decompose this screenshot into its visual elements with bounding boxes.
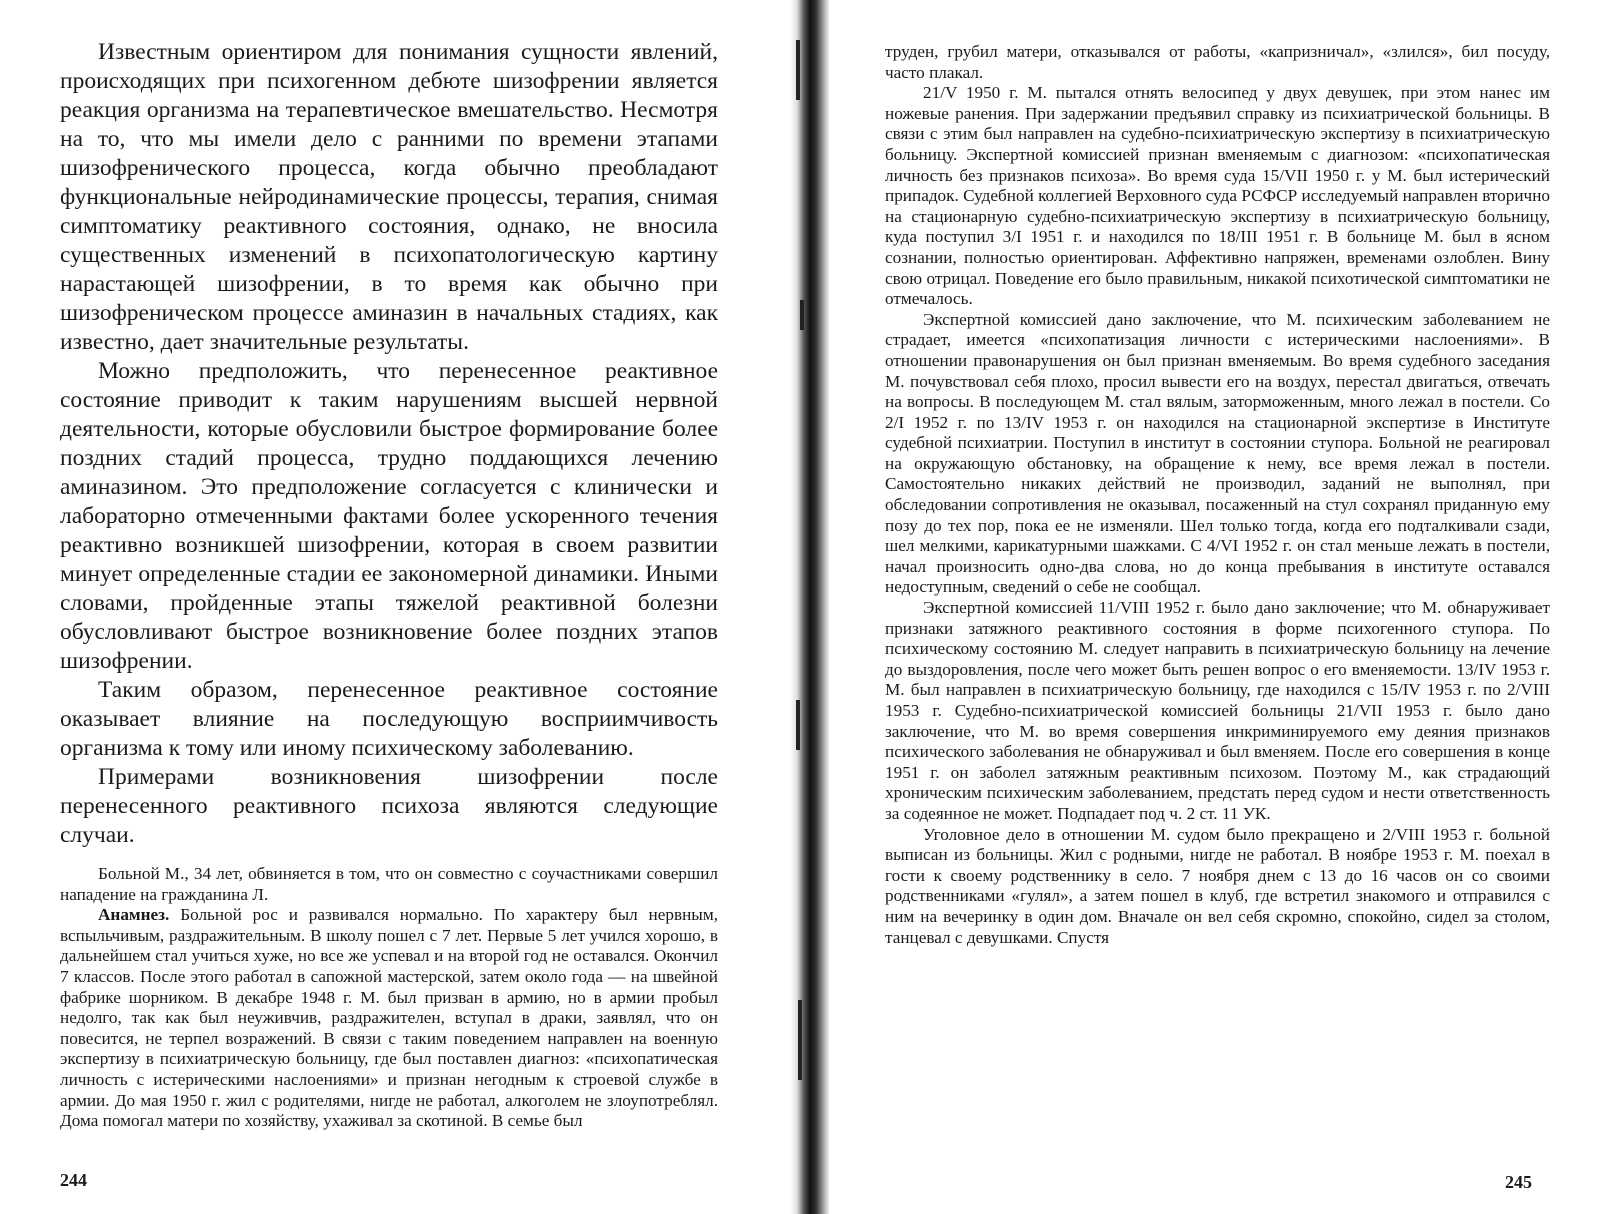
anamnesis-label: Анамнез. <box>98 905 170 925</box>
paragraph: Экспертной комиссией 11/VIII 1952 г. было дано заключение; что М. обнаруживает признаки затяжного реактивного состояния в форме психогенного ступора. По психическому состоянию М. следует направить в психиатрическую больницу на лечение до выздоровления, после чего может быть решен вопрос о его вменяемости. 13/IV 1953 г. М. был направлен в психиатрическую больницу, где находился с 15/IV 1953 г. по 2/VIII 1953 г. Судебно-психиатрической комиссией больницы 21/VII 1953 г. было дано заключение, что М. во время совершения инкриминируемого ему деяния признаков психического заболевания не обнаруживал и был вменяем. После его совершения в конце 1951 г. он заболел затяжным реактивным психозом. Поэтому М., как страдающий хроническим психическим заболеванием, предстать перед судом и нести ответственность за содеянное не может. Подпадает под ч. 2 ст. 11 УК. <box>885 598 1550 823</box>
paragraph: 21/V 1950 г. М. пытался отнять велосипед у двух девушек, при этом нанес им ножевые ранения. При задержании предъявил справку из психиатрической больницы. В связи с этим был направлен на судебно-психиатрическую экспертизу в психиатрическую больницу. Экспертной комиссией признан вменяемым с диагнозом: «психопатическая личность без признаков психоза». Во время суда 15/VII 1950 г. у М. был истерический припадок. Судебной коллегией Верховного суда РСФСР исследуемый направлен вторично на стационарную судебно-психиатрическую экспертизу в психиатрическую больницу, куда поступил 3/I 1951 г. и находился по 18/III 1951 г. В больнице М. был в ясном сознании, полностью ориентирован. Аффективно напряжен, временами озлоблен. Вину свою отрицал. Поведение его было правильным, никакой психотической симптоматики не отмечалось. <box>885 83 1550 309</box>
paragraph: труден, грубил матери, отказывался от работы, «капризничал», «злился», бил посуду, часто плакал. <box>885 42 1550 82</box>
anamnesis-paragraph <box>60 905 718 1132</box>
main-text-large <box>60 38 718 850</box>
right-text-column <box>885 42 1550 948</box>
paragraph: Таким образом, перенесенное реактивное состояние оказывает влияние на последующую восприимчивость организма к тому или иному психическому заболеванию. <box>60 677 718 761</box>
paragraph: Уголовное дело в отношении М. судом было прекращено и 2/VIII 1953 г. больной выписан из больницы. Жил с родными, нигде не работал. В ноябре 1953 г. М. поехал в гости к своему родственнику в село. 7 ноября днем с 13 до 16 часов он со своими родственниками «гулял», а затем пошел в клуб, где встретил знакомого и отправился с ним на вечеринку в один дом. Вначале он вел себя скромно, спокойно, сидел за столом, танцевал с девушками. Спустя <box>885 824 1550 947</box>
anamnesis-text: Больной рос и развивался нормально. По характеру был нервным, вспыльчивым, раздражительным. В школу пошел с 7 лет. Первые 5 лет учился хорошо, в дальнейшем стал учиться хуже, но все же успевал и на второй год не оставался. Окончил 7 классов. После этого работал в сапожной мастерской, затем около года — на швейной фабрике шорником. В декабре 1948 г. М. был призван в армию, но в армии пробыл недолго, так как был неуживчив, раздражителен, вступал в драки, заявлял, что он повесится, не терпел возражений. В связи с таким поведением направлен на военную экспертизу в психиатрическую больницу, где был поставлен диагноз: «психопатическая личность с истерическими наслоениями» и признан негодным к строевой службе в армии. До мая 1950 г. жил с родителями, нигде не работал, алкоголем не злоупотреблял. Дома помогал матери по хозяйству, ухаживал за скотиной. В семье был <box>60 905 718 1131</box>
case-text-small <box>60 864 718 1132</box>
paragraph: Экспертной комиссией дано заключение, что М. психическим заболеванием не страдает, имеется «психопатизация личности с истерическими наслоениями». В отношении правонарушения он был признан вменяемым. Во время судебного заседания М. почувствовал себя плохо, просил вывести его на воздух, перестал двигаться, отвечать на вопросы. В последующем М. стал вялым, заторможенным, много лежал в постели. Со 2/I 1952 г. по 13/IV 1953 г. он находился на стационарной экспертизе в Институте судебной психиатрии. Поступил в институт в состоянии ступора. Больной не реагировал на окружающую обстановку, на обращение к нему, все время лежал в постели. Самостоятельно никаких действий не производил, заданий не выполнял, при обследовании сопротивления не оказывал, посаженный на стул сохранял приданную ему позу до тех пор, пока ее не изменяли. Шел только тогда, когда его подталкивали сзади, шел мелкими, карикатурными шажками. С 4/VI 1952 г. он стал меньше лежать в постели, начал произносить одно-два слова, но до конца пребывания в институте оставался недоступным, сведений о себе не сообщал. <box>885 309 1550 597</box>
case-intro: Больной М., 34 лет, обвиняется в том, что он совместно с соучастниками совершил нападение на гражданина Л. <box>60 864 718 904</box>
paragraph: Можно предположить, что перенесенное реактивное состояние приводит к таким нарушениям высшей нервной деятельности, которые обусловили быстрое формирование более поздних стадий процесса, трудно поддающихся лечению аминазином. Это предположение согласуется с клинически и лабораторно отмеченными фактами более ускоренного течения реактивно возникшей шизофрении, которая в своем развитии минует определенные стадии ее закономерной динамики. Иными словами, пройденные этапы тяжелой реактивной болезни обусловливают быстрое возникновение более поздних этапов шизофрении. <box>60 358 718 674</box>
right-page <box>800 0 1600 1214</box>
paragraph: Примерами возникновения шизофрении после перенесенного реактивного психоза являются следующие случаи. <box>60 764 718 848</box>
spacer <box>60 850 718 864</box>
paragraph: Известным ориентиром для понимания сущности явлений, происходящих при психогенном дебюте шизофрении является реакция организма на терапевтическое вмешательство. Несмотря на то, что мы имели дело с ранними по времени этапами шизофренического процесса, когда обычно преобладают функциональные нейродинамические процессы, терапия, снимая симптоматику реактивного состояния, однако, не вносила существенных изменений в психопатологическую картину нарастающей шизофрении, в то время как обычно при шизофреническом процессе аминазин в начальных стадиях, как известно, дает значительные результаты. <box>60 39 718 355</box>
page-number: 245 <box>1505 1172 1532 1192</box>
left-text-column <box>60 38 718 1132</box>
page-number: 244 <box>60 1170 87 1190</box>
